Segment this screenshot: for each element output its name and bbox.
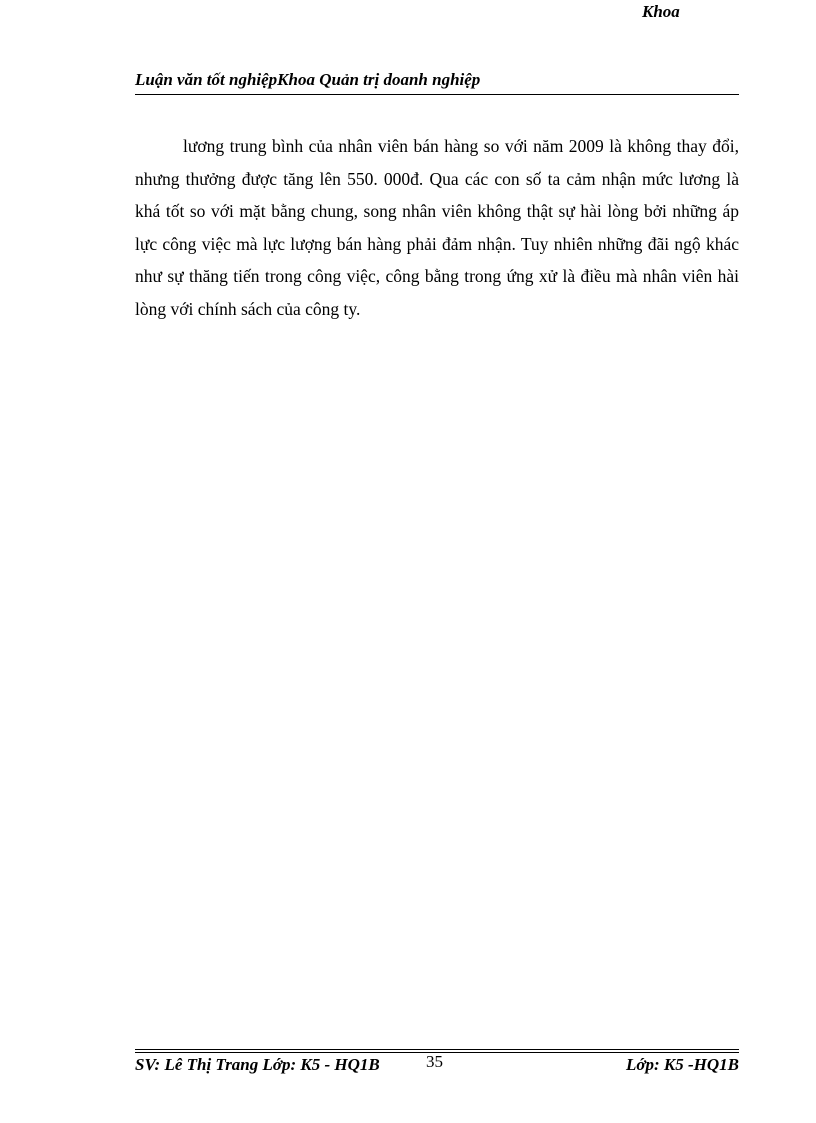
header-title: Luận văn tốt nghiệpKhoa Quản trị doanh nghiệp — [135, 70, 481, 89]
body-text — [135, 130, 739, 325]
page-header — [135, 68, 739, 95]
footer-student-info: SV: Lê Thị Trang Lớp: K5 - HQ1B — [135, 1055, 380, 1074]
page-number: 35 — [426, 1052, 443, 1071]
footer-rule-top — [135, 1049, 739, 1050]
body-paragraph: lương trung bình của nhân viên bán hàng so với năm 2009 là không thay đổi, nhưng thưởng được tăng lên 550. 000đ. Qua các con số ta cảm nhận mức lương là khá tốt so với mặt bằng chung, song nhân viên không thật sự hài lòng bởi những áp lực công việc mà lực lượng bán hàng phải đảm nhận. Tuy nhiên những đãi ngộ khác như sự thăng tiến trong công việc, công bằng trong ứng xử là điều mà nhân viên hài lòng với chính sách của công ty. — [135, 136, 739, 319]
header-right-text: Khoa — [642, 2, 680, 21]
footer-class-info: Lớp: K5 -HQ1B — [625, 1055, 739, 1074]
